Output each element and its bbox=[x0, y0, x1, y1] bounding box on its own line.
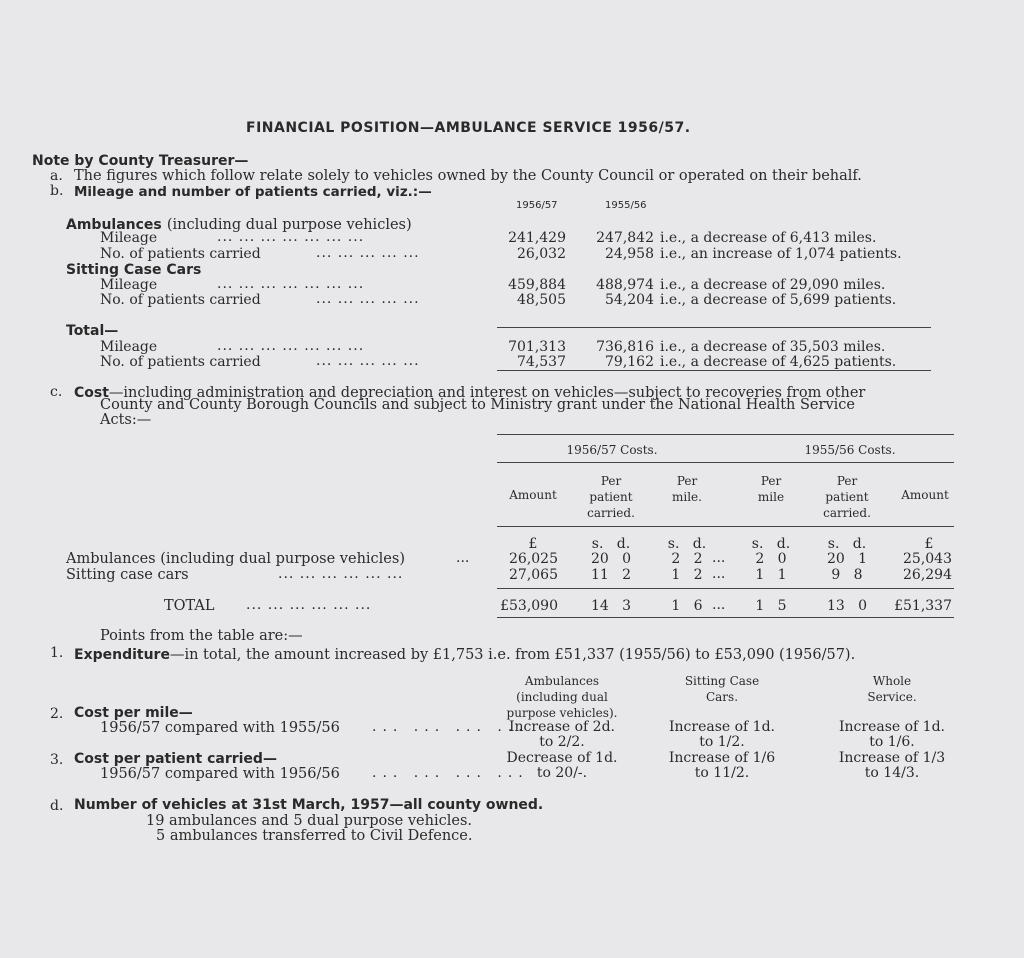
item-a-label: a. bbox=[50, 168, 63, 184]
cmp-row3-c2 bbox=[656, 751, 788, 781]
total-bottom-rule bbox=[497, 370, 931, 371]
ambulances-heading-label: Ambulances bbox=[66, 217, 162, 233]
item-d-heading: Number of vehicles at 31st March, 1957—all county owned. bbox=[74, 797, 544, 813]
total-mileage-dots: ... ... ... ... ... ... ... bbox=[217, 338, 365, 354]
point1-num: 1. bbox=[50, 645, 64, 661]
cost-hdr-ppc2-l1: Per bbox=[836, 474, 858, 488]
mileage-col1-header: 1956/57 bbox=[516, 200, 558, 211]
cmp-row2-c3 bbox=[826, 720, 958, 750]
amb-mileage-v2: 247,842 bbox=[596, 230, 654, 246]
unit-ppc2: s. d. bbox=[827, 536, 867, 552]
cost-hdr-pm2-l1: Per bbox=[760, 474, 782, 488]
cmp-row2-c3-l2: to 1/6. bbox=[869, 734, 915, 750]
sit-patients-v1: 48,505 bbox=[517, 292, 566, 308]
cost-hdr-ppc2-l3: carried. bbox=[823, 506, 871, 520]
cost-row-amb-ppc2: 20 1 bbox=[826, 551, 868, 567]
cmp-hdr-whole-l1: Whole bbox=[872, 674, 912, 688]
item-c-line2: County and County Borough Councils and subject to Ministry grant under the National Health Service bbox=[100, 397, 855, 413]
cost-hdr-pm1-l1: Per bbox=[676, 474, 698, 488]
unit-ppc1: s. d. bbox=[591, 536, 631, 552]
cost-hdr-ppc1 bbox=[578, 473, 644, 521]
cmp-row3-c1-l2: to 20/-. bbox=[536, 765, 588, 781]
cost-group-rule bbox=[497, 462, 954, 463]
cmp-row3-dots: ... ... ... ... bbox=[372, 765, 529, 781]
cost-table-top-rule bbox=[497, 434, 954, 435]
total-mileage-note: i.e., a decrease of 35,503 miles. bbox=[660, 339, 886, 355]
cmp-row3-c2-l2: to 11/2. bbox=[694, 765, 750, 781]
sitting-heading: Sitting Case Cars bbox=[66, 262, 202, 278]
cmp-row3-c1-l1: Decrease of 1d. bbox=[506, 750, 618, 766]
cost-total-pm1: 1 6 bbox=[671, 598, 703, 614]
sit-mileage-v2: 488,974 bbox=[596, 277, 654, 293]
cost-row-amb-ppc1: 20 0 bbox=[590, 551, 632, 567]
item-d-label: d. bbox=[50, 798, 64, 814]
cost-row-sit-pm1: 1 2 bbox=[671, 567, 703, 583]
amb-patients-v2: 24,958 bbox=[605, 246, 654, 262]
item-c-line3: Acts:— bbox=[100, 412, 152, 428]
cmp-hdr-amb-l3: purpose vehicles). bbox=[506, 706, 618, 720]
sit-patients-label: No. of patients carried bbox=[100, 292, 261, 308]
cost-total-top-rule bbox=[497, 588, 954, 589]
cost-row-amb-dots: ... bbox=[456, 550, 470, 566]
cmp-row3-num: 3. bbox=[50, 752, 64, 768]
total-patients-dots: ... ... ... ... ... bbox=[316, 353, 420, 369]
cmp-row2-c1-l1: Increase of 2d. bbox=[508, 719, 615, 735]
cost-group1-header: 1956/57 Costs. bbox=[566, 443, 658, 457]
page-title: FINANCIAL POSITION—AMBULANCE SERVICE 1956/57. bbox=[246, 120, 691, 136]
cmp-hdr-whole-l2: Service. bbox=[867, 690, 917, 704]
cmp-row3-c3 bbox=[826, 751, 958, 781]
cost-row-amb-pm2: 2 0 bbox=[755, 551, 787, 567]
cost-row-sit-ppc2: 9 8 bbox=[831, 567, 863, 583]
item-d-line2: 5 ambulances transferred to Civil Defence. bbox=[156, 828, 473, 844]
cost-row-amb-mid: ... bbox=[712, 550, 726, 566]
cost-row-sit-ppc1: 11 2 bbox=[590, 567, 632, 583]
cmp-row3-c3-l2: to 14/3. bbox=[864, 765, 920, 781]
cost-row-amb-label: Ambulances (including dual purpose vehicles) bbox=[66, 551, 405, 567]
cost-total-mid: ... bbox=[712, 597, 726, 613]
item-c-heading: Cost bbox=[74, 385, 109, 401]
cost-hdr-pm2 bbox=[738, 473, 804, 505]
cost-hdr-ppc1-l2: patient bbox=[589, 490, 633, 504]
sit-mileage-label: Mileage bbox=[100, 277, 158, 293]
cmp-row2-sub: 1956/57 compared with 1955/56 bbox=[100, 720, 340, 736]
sit-mileage-note: i.e., a decrease of 29,090 miles. bbox=[660, 277, 886, 293]
cost-hdr-ppc1-l3: carried. bbox=[587, 506, 635, 520]
cost-hdr-amount1: Amount bbox=[509, 488, 557, 502]
amb-patients-note: i.e., an increase of 1,074 patients. bbox=[660, 246, 902, 262]
cmp-hdr-sit-l2: Cars. bbox=[705, 690, 739, 704]
cmp-hdr-amb bbox=[496, 673, 628, 721]
cost-hdr-pm1-l2: mile. bbox=[672, 490, 702, 504]
cmp-hdr-whole bbox=[826, 673, 958, 705]
item-a-text: The figures which follow relate solely to vehicles owned by the County Council or operated on their behalf. bbox=[74, 168, 862, 184]
point1-text: —in total, the amount increased by £1,753 i.e. from £51,337 (1955/56) to £53,090 (1956/57). bbox=[169, 647, 856, 663]
cost-hdr-amount2: Amount bbox=[901, 488, 949, 502]
cost-total-pm2: 1 5 bbox=[755, 598, 787, 614]
item-c-text: —including administration and depreciation and interest on vehicles—subject to recoveries from other bbox=[108, 385, 866, 401]
cmp-row3-c1 bbox=[496, 751, 628, 781]
cmp-row2-num: 2. bbox=[50, 706, 64, 722]
cmp-row2-c2-l1: Increase of 1d. bbox=[668, 719, 775, 735]
total-mileage-v1: 701,313 bbox=[508, 339, 566, 355]
cost-row-sit-label: Sitting case cars bbox=[66, 567, 189, 583]
item-d-line1: 19 ambulances and 5 dual purpose vehicles. bbox=[146, 813, 473, 829]
total-rule bbox=[497, 327, 931, 328]
cost-row-amb-pm1: 2 2 bbox=[671, 551, 703, 567]
amb-patients-label: No. of patients carried bbox=[100, 246, 261, 262]
cmp-hdr-sit bbox=[656, 673, 788, 705]
cost-row-sit-dots: ... ... ... ... ... ... bbox=[278, 566, 404, 582]
total-mileage-label: Mileage bbox=[100, 339, 158, 355]
points-heading: Points from the table are:— bbox=[100, 628, 303, 644]
cmp-row3-c3-l1: Increase of 1/3 bbox=[838, 750, 946, 766]
cmp-hdr-sit-l1: Sitting Case bbox=[684, 674, 760, 688]
amb-mileage-label: Mileage bbox=[100, 230, 158, 246]
unit-pm1: s. d. bbox=[667, 536, 707, 552]
sit-mileage-v1: 459,884 bbox=[508, 277, 566, 293]
cost-total-amount2: £51,337 bbox=[894, 598, 952, 614]
cost-header-rule bbox=[497, 526, 954, 527]
item-c-label: c. bbox=[50, 384, 63, 400]
cmp-row2-heading: Cost per mile— bbox=[74, 705, 193, 721]
cost-hdr-pm2-l2: mile bbox=[757, 490, 785, 504]
cost-total-dots: ... ... ... ... ... ... bbox=[246, 597, 372, 613]
amb-patients-dots: ... ... ... ... ... bbox=[316, 245, 420, 261]
cost-total-ppc2: 13 0 bbox=[826, 598, 868, 614]
total-mileage-v2: 736,816 bbox=[596, 339, 654, 355]
amb-mileage-v1: 241,429 bbox=[508, 230, 566, 246]
cmp-hdr-amb-l1: Ambulances bbox=[524, 674, 600, 688]
cmp-row2-c2-l2: to 1/2. bbox=[699, 734, 745, 750]
cost-total-ppc1: 14 3 bbox=[590, 598, 632, 614]
cost-total-amount1: £53,090 bbox=[500, 598, 558, 614]
cmp-row2-c2 bbox=[656, 720, 788, 750]
cmp-row3-sub: 1956/57 compared with 1956/56 bbox=[100, 766, 340, 782]
ambulances-heading-sub: (including dual purpose vehicles) bbox=[166, 217, 412, 233]
total-patients-note: i.e., a decrease of 4,625 patients. bbox=[660, 354, 897, 370]
sit-patients-v2: 54,204 bbox=[605, 292, 654, 308]
sit-patients-dots: ... ... ... ... ... bbox=[316, 291, 420, 307]
cost-row-sit-mid: ... bbox=[712, 566, 726, 582]
item-b-label: b. bbox=[50, 183, 64, 199]
cmp-row3-heading: Cost per patient carried— bbox=[74, 751, 277, 767]
note-heading: Note by County Treasurer— bbox=[32, 153, 249, 169]
unit-amount2: £ bbox=[924, 536, 934, 552]
cost-row-amb-amount1: 26,025 bbox=[509, 551, 558, 567]
cost-row-sit-pm2: 1 1 bbox=[755, 567, 787, 583]
mileage-col2-header: 1955/56 bbox=[605, 200, 647, 211]
cost-hdr-pm1 bbox=[654, 473, 720, 505]
cost-row-sit-amount1: 27,065 bbox=[509, 567, 558, 583]
unit-pm2: s. d. bbox=[751, 536, 791, 552]
sit-mileage-dots: ... ... ... ... ... ... ... bbox=[217, 276, 365, 292]
cmp-row2-c1-l2: to 2/2. bbox=[539, 734, 585, 750]
cmp-row2-dots: ... ... ... ... bbox=[372, 719, 529, 735]
cmp-hdr-amb-l2: (including dual bbox=[516, 690, 608, 704]
cost-hdr-ppc1-l1: Per bbox=[600, 474, 622, 488]
point1-line bbox=[74, 644, 855, 663]
total-patients-label: No. of patients carried bbox=[100, 354, 261, 370]
amb-mileage-note: i.e., a decrease of 6,413 miles. bbox=[660, 230, 877, 246]
sit-patients-note: i.e., a decrease of 5,699 patients. bbox=[660, 292, 897, 308]
total-patients-v1: 74,537 bbox=[517, 354, 566, 370]
cost-hdr-ppc2 bbox=[814, 473, 880, 521]
cost-total-label: TOTAL bbox=[164, 598, 215, 614]
cmp-row2-c3-l1: Increase of 1d. bbox=[838, 719, 945, 735]
cmp-row2-c1 bbox=[496, 720, 628, 750]
cost-row-sit-amount2: 26,294 bbox=[903, 567, 952, 583]
amb-patients-v1: 26,032 bbox=[517, 246, 566, 262]
point1-heading: Expenditure bbox=[74, 647, 170, 663]
item-b-text: Mileage and number of patients carried, viz.:— bbox=[74, 184, 432, 200]
total-heading: Total— bbox=[66, 323, 119, 339]
cost-total-bottom-rule bbox=[497, 617, 954, 618]
total-patients-v2: 79,162 bbox=[605, 354, 654, 370]
unit-amount1: £ bbox=[528, 536, 538, 552]
cost-hdr-ppc2-l2: patient bbox=[825, 490, 869, 504]
amb-mileage-dots: ... ... ... ... ... ... ... bbox=[217, 229, 365, 245]
cost-group2-header: 1955/56 Costs. bbox=[804, 443, 896, 457]
cost-row-amb-amount2: 25,043 bbox=[903, 551, 952, 567]
cmp-row3-c2-l1: Increase of 1/6 bbox=[668, 750, 776, 766]
